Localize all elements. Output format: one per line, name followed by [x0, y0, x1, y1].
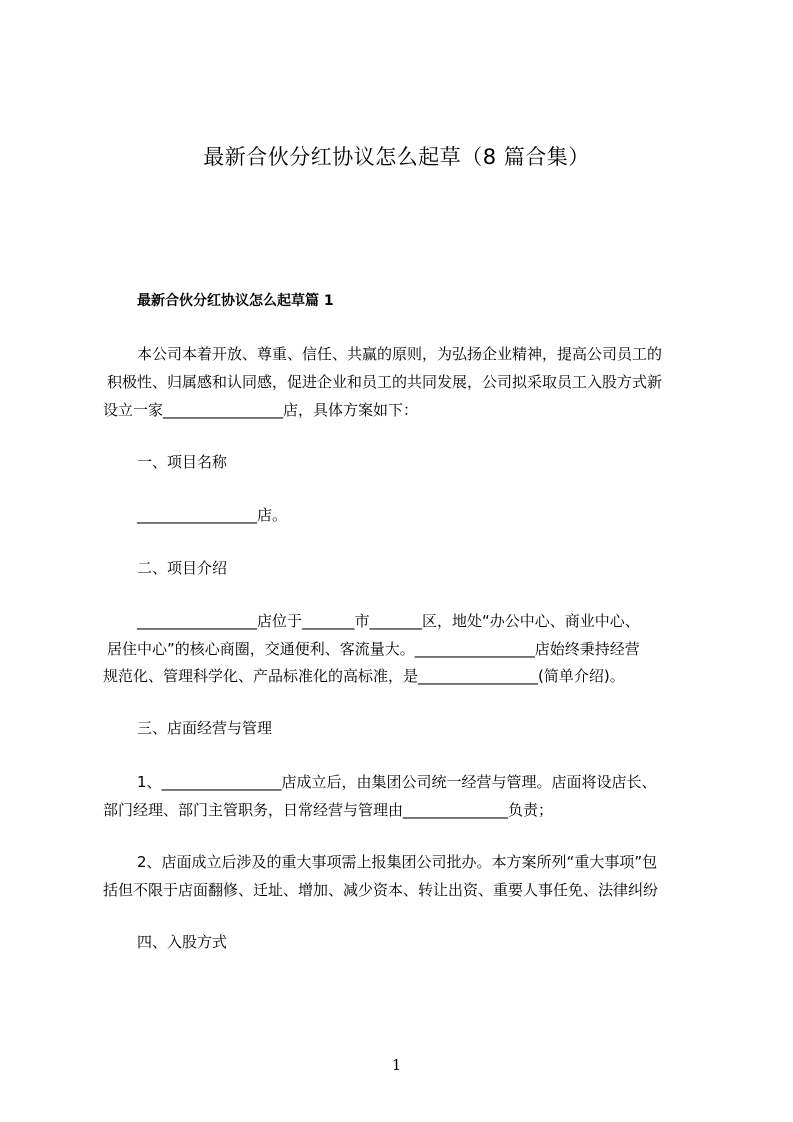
section-heading-share-method: 四、入股方式 [137, 933, 228, 951]
page-number: 1 [391, 1056, 402, 1074]
project-intro-line-1: ________________店位于_______市_______区，地处“办公中心、商业中心、 [137, 612, 640, 630]
management-item-1-line-2: 部门经理、部门主管职务，日常经营与管理由______________负责； [103, 801, 554, 819]
section-heading-project-intro: 二、项目介绍 [137, 559, 228, 577]
intro-line-2: 积极性、归属感和认同感，促进企业和员工的共同发展，公司拟采取员工入股方式新 [107, 373, 663, 391]
intro-line-1: 本公司本着开放、尊重、信任、共赢的原则，为弘扬企业精神，提高公司员工的 [137, 345, 663, 363]
project-name-blank: ________________店。 [137, 506, 288, 524]
management-item-2-line-1: 2、店面成立后涉及的重大事项需上报集团公司批办。本方案所列“重大事项”包 [137, 853, 658, 871]
intro-line-3: 设立一家________________店，具体方案如下： [103, 401, 419, 419]
section-heading-project-name: 一、项目名称 [137, 453, 228, 471]
management-item-2-line-2: 括但不限于店面翻修、迁址、增加、减少资本、转让出资、重要人事任免、法律纠纷 [103, 881, 659, 899]
article-subheading: 最新合伙分红协议怎么起草篇 1 [137, 293, 334, 309]
section-heading-store-management: 三、店面经营与管理 [137, 719, 273, 737]
management-item-1-line-1: 1、________________店成立后，由集团公司统一经营与管理。店面将设店长、 [137, 773, 657, 791]
project-intro-line-2: 居住中心”的核心商圈，交通便利、客流量大。________________店始终秉持经营 [107, 640, 640, 658]
project-intro-line-3: 规范化、管理科学化、产品标准化的高标准，是________________(简单介绍)。 [103, 667, 625, 685]
document-title: 最新合伙分红协议怎么起草（8 篇合集） [203, 145, 590, 169]
